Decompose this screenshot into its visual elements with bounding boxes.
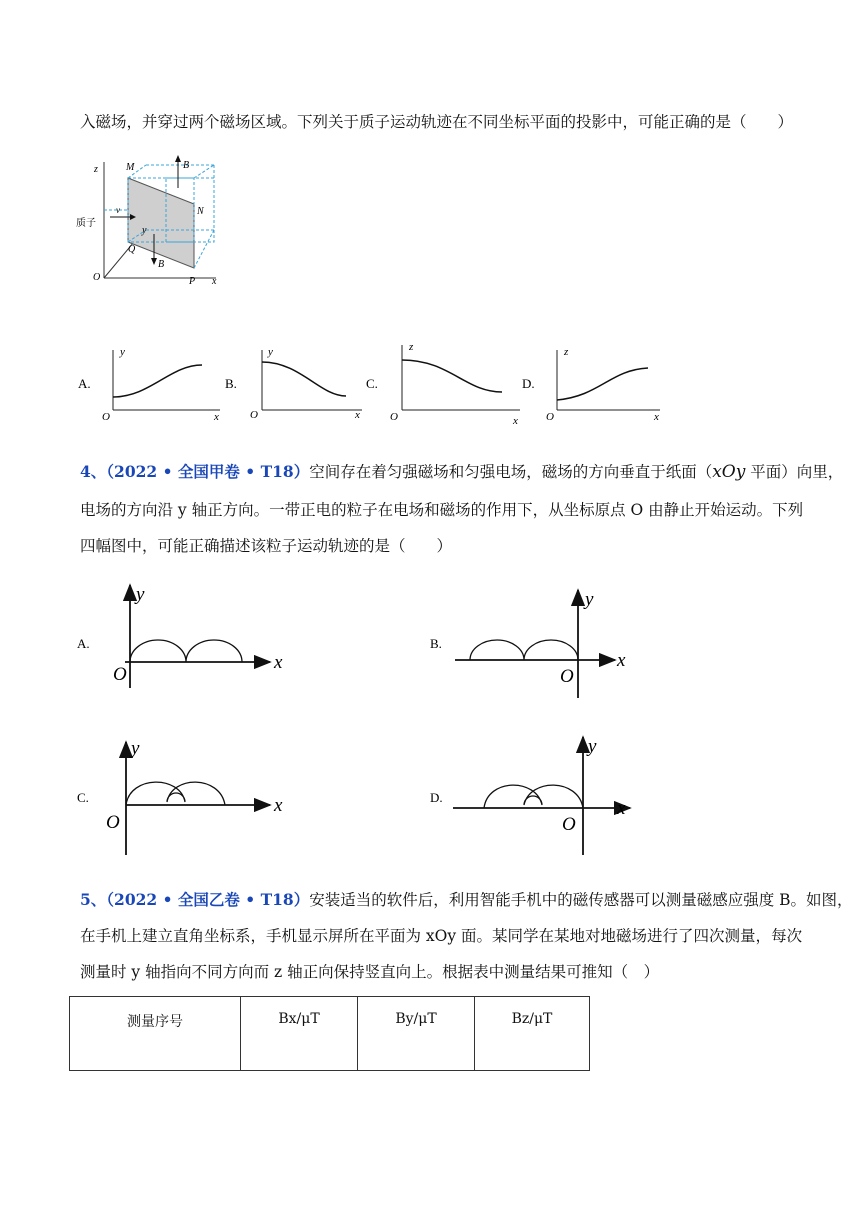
svg-text:x: x [617,650,626,671]
svg-text:x: x [513,415,518,427]
q5-line1-text: 安装适当的软件后，利用智能手机中的磁传感器可以测量磁感应强度 B。如图， [309,891,853,909]
q4-option-c [77,738,283,855]
svg-text:A.: A. [78,376,91,391]
fig3-label-y: y [142,225,147,236]
fig3-label-M: M [126,162,135,173]
svg-text:C.: C. [77,790,89,805]
svg-text:D.: D. [430,790,443,805]
svg-text:A.: A. [77,636,90,651]
svg-text:C.: C. [366,376,378,391]
q5-number: 5、 [80,890,107,909]
q4-option-a [77,584,283,688]
q3-option-a [78,346,220,423]
svg-text:y: y [120,346,125,358]
svg-text:y: y [585,589,594,610]
svg-text:x: x [274,652,283,673]
svg-text:B.: B. [225,376,237,391]
header-by: By/μT [358,997,475,1071]
svg-text:O: O [562,814,576,835]
q5-line2: 在手机上建立直角坐标系，手机显示屏所在平面为 xOy 面。某同学在某地对地磁场进行了四次测量，每次 [80,927,803,945]
fig3-label-B-bottom: B [158,259,165,270]
fig3-label-O: O [93,272,101,283]
svg-text:O: O [106,812,120,833]
header-bx: Bx/μT [241,997,358,1071]
header-index: 测量序号 [70,997,241,1071]
q4-option-d [430,736,630,855]
q3-option-b [225,346,362,421]
q5-source: （2022 • 全国乙卷 • T18） [106,890,310,909]
table-row [70,997,590,1071]
q5-line3: 测量时 y 轴指向不同方向而 z 轴正向保持竖直向上。根据表中测量结果可推知（ ） [80,963,660,981]
q4-line1 [80,460,843,482]
fig3-label-B-top: B [183,160,190,171]
svg-text:B.: B. [430,636,442,651]
svg-text:O: O [113,664,127,685]
q4-line2: 电场的方向沿 y 轴正方向。一带正电的粒子在电场和磁场的作用下，从坐标原点 O 由静止开始运动。下列 [80,501,804,519]
fig3-label-Q: Q [128,244,136,255]
fig3-label-N: N [197,206,204,217]
svg-text:y: y [136,584,145,605]
q3-option-d [522,346,660,423]
fig3-label-z: z [94,164,98,175]
svg-text:x: x [214,411,219,423]
q4-option-graphs [70,580,650,865]
q5-measurement-table [69,996,590,1071]
svg-text:D.: D. [522,376,535,391]
q4-line1-end: 平面）向里， [745,463,844,481]
q5-line1 [80,888,853,910]
svg-text:y: y [268,346,273,358]
fig3-label-P: P [189,276,196,287]
svg-text:O: O [560,666,574,687]
q4-line1-text: 空间存在着匀强磁场和匀强电场，磁场的方向垂直于纸面（ [309,463,713,481]
svg-text:x: x [654,411,659,423]
q3-magnetic-region-figure [76,150,236,290]
q4-option-b [430,589,626,698]
q3-option-c [366,341,520,427]
svg-text:O: O [390,411,398,423]
q3-stem-tail: 入磁场，并穿过两个磁场区域。下列关于质子运动轨迹在不同坐标平面的投影中，可能正确的是（ ） [80,113,794,131]
svg-text:z: z [409,341,414,353]
svg-text:x: x [355,409,360,421]
header-bz: Bz/μT [475,997,590,1071]
q4-line3: 四幅图中，可能正确描述该粒子运动轨迹的是（ ） [80,537,453,555]
fig3-label-x: x [212,276,217,287]
q4-source: （2022 • 全国甲卷 • T18） [106,462,310,481]
q4-plane: xOy [712,462,746,482]
q4-number: 4、 [80,462,107,481]
svg-text:y: y [131,738,140,759]
q3-option-graphs [70,340,690,430]
svg-text:O: O [546,411,554,423]
svg-text:x: x [274,795,283,816]
svg-text:y: y [588,736,597,757]
svg-text:z: z [564,346,569,358]
svg-text:O: O [250,409,258,421]
fig3-label-proton: 质子 [76,218,96,229]
svg-text:O: O [102,411,110,423]
svg-text:x: x [617,798,626,819]
fig3-label-v: v [116,205,120,215]
